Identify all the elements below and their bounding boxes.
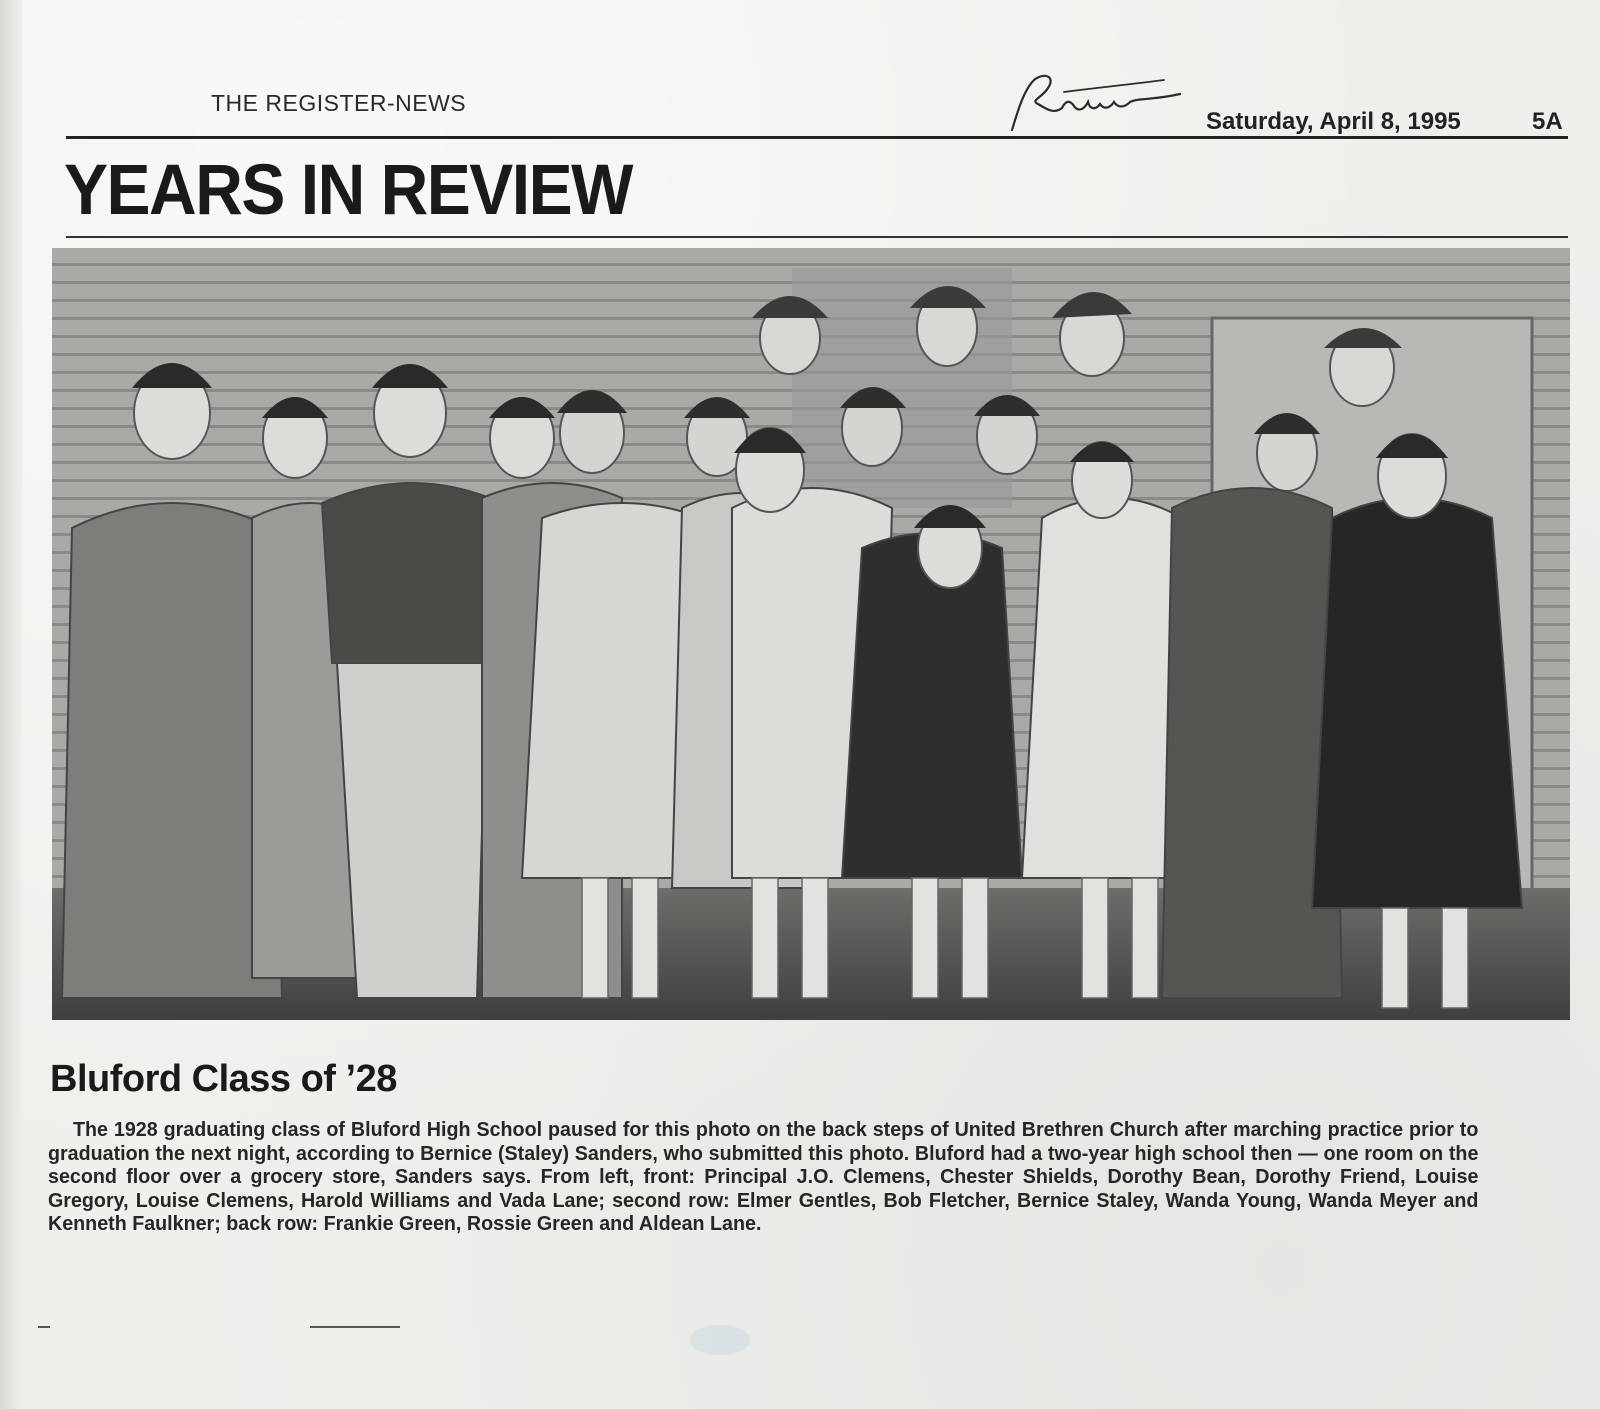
article-headline: Bluford Class of ’28 [50,1058,397,1100]
section-title: YEARS IN REVIEW [64,149,632,229]
scan-edge [0,0,22,1409]
group-photo-illustration [52,248,1570,1020]
handwritten-signature [1004,70,1204,134]
section-rule [66,236,1568,238]
masthead [66,82,1566,142]
newspaper-name: THE REGISTER-NEWS [211,90,467,116]
masthead-rule [66,136,1568,139]
page-number: 5A [1532,108,1563,135]
class-photo [52,248,1570,1020]
footer-rule-left [38,1326,50,1328]
scan-smudge [690,1325,750,1355]
issue-date: Saturday, April 8, 1995 [1206,108,1461,135]
photo-caption: The 1928 graduating class of Bluford High School paused for this photo on the back steps of United Brethren Church after marching practice prior to graduation the next night, according to Bernice (Staley) Sanders, who submitted this photo. Bluford had a two-year high school then — one room on the second floor over a grocery store, Sanders says. From left, front: Principal J.O. Clemens, Chester Shields, Dorothy Bean, Dorothy Friend, Louise Gregory, Louise Clemens, Harold Williams and Vada Lane; second row: Elmer Gentles, Bob Fletcher, Bernice Staley, Wanda Young, Wanda Meyer and Kenneth Faulkner; back row: Frankie Green, Rossie Green and Aldean Lane. [48,1118,1479,1235]
footer-rule [310,1326,400,1328]
